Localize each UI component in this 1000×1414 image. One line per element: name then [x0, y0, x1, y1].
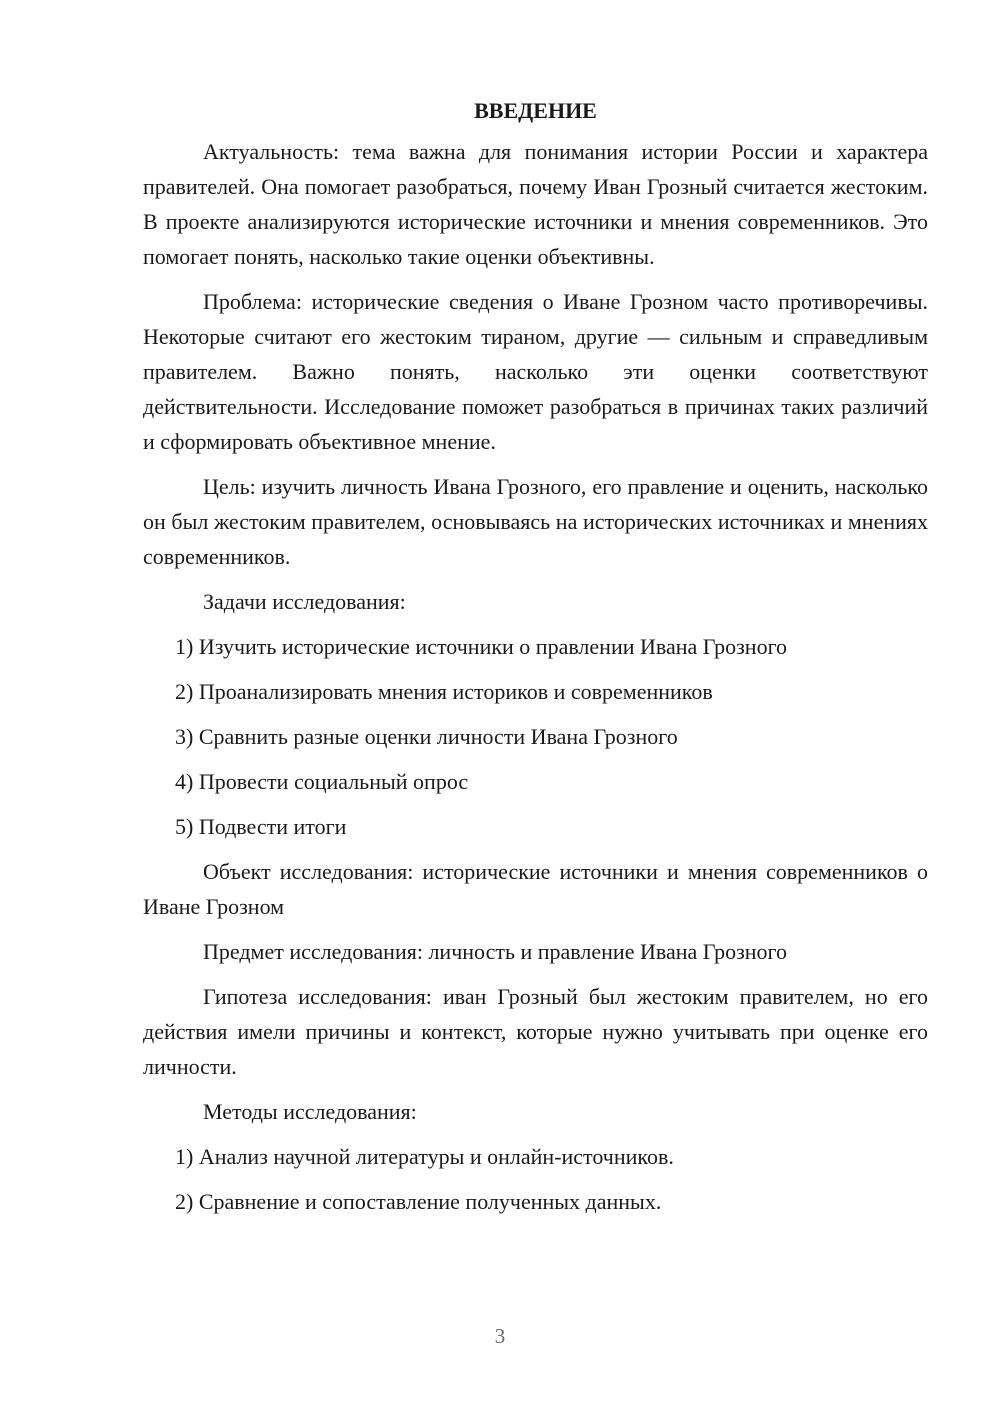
- hypothesis-paragraph: Гипотеза исследования: иван Грозный был жестоким правителем, но его действия имели причины и контекст, которые нужно учитывать при оценке его личности.: [143, 984, 928, 1079]
- relevance-paragraph: Актуальность: тема важна для понимания истории России и характера правителей. Она помогает разобраться, почему Иван Грозный считается жестоким. В проекте анализируются исторические источники и мнения современников. Это помогает понять, насколько такие оценки объективны.: [143, 139, 928, 269]
- list-item: 1) Анализ научной литературы и онлайн-источников.: [175, 1144, 674, 1169]
- problem-paragraph: Проблема: исторические сведения о Иване Грозном часто противоречивы. Некоторые считают его жестоким тираном, другие — сильным и справедливым правителем. Важно понять, насколько эти оценки соответствуют действительности. Исследование поможет разобраться в причинах таких различий и сформировать объективное мнение.: [143, 289, 928, 454]
- methods-list: [143, 1139, 928, 1219]
- document-page: [143, 96, 928, 1229]
- section-title: ВВЕДЕНИЕ: [474, 98, 597, 123]
- page-number: 3: [494, 1324, 506, 1348]
- list-item: 2) Сравнение и сопоставление полученных данных.: [175, 1189, 662, 1214]
- subject-paragraph: Предмет исследования: личность и правление Ивана Грозного: [203, 939, 788, 964]
- tasks-list: [143, 629, 928, 844]
- object-paragraph: Объект исследования: исторические источники и мнения современников о Иване Грозном: [143, 859, 928, 919]
- list-item: 1) Изучить исторические источники о правлении Ивана Грозного: [175, 634, 788, 659]
- goal-paragraph: Цель: изучить личность Ивана Грозного, его правление и оценить, насколько он был жестоким правителем, основываясь на исторических источниках и мнениях современников.: [143, 474, 928, 569]
- methods-heading: Методы исследования:: [203, 1099, 417, 1124]
- list-item: 3) Сравнить разные оценки личности Ивана Грозного: [175, 724, 678, 749]
- list-item: 5) Подвести итоги: [175, 814, 347, 839]
- list-item: 2) Проанализировать мнения историков и современников: [175, 679, 713, 704]
- tasks-heading: Задачи исследования:: [203, 589, 406, 614]
- list-item: 4) Провести социальный опрос: [175, 769, 469, 794]
